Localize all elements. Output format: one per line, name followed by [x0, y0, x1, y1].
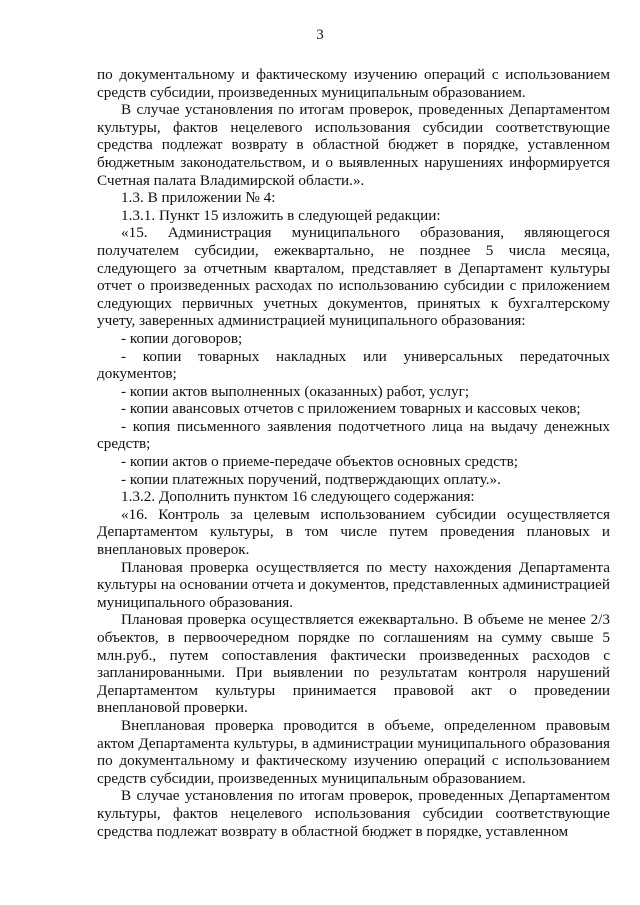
list-item-invoices: - копии товарных накладных или универсальных передаточных документов; [97, 347, 610, 383]
paragraph-planned-check-location: Плановая проверка осуществляется по месту нахождения Департамента культуры на основании отчета и документов, представленных администрацией муниципального образования. [97, 558, 610, 611]
list-item-written-request: - копия письменного заявления подотчетного лица на выдачу денежных средств; [97, 417, 610, 453]
paragraph-section-1-3: 1.3. В приложении № 4: [121, 189, 276, 207]
list-item-advance-reports: - копии авансовых отчетов с приложением товарных и кассовых чеков; [121, 400, 581, 418]
paragraph-planned-check-quarterly: Плановая проверка осуществляется ежеквартально. В объеме не менее 2/3 объектов, в первоочередном порядке по соглашениям на сумму свыше 5 млн.руб., путем сопоставления фактически произведенных расходов с запланированными. При выявлении по результатам контроля нарушений Департаментом культуры принимается правовой акт о проведении внеплановой проверки. [97, 611, 610, 717]
paragraph-continuation: по документальному и фактическому изучению операций с использованием средств субсидии, произведенных муниципальным образованием. [97, 66, 610, 101]
paragraph-section-1-3-1: 1.3.1. Пункт 15 изложить в следующей редакции: [121, 206, 441, 224]
paragraph-refund-clause-repeat: В случае установления по итогам проверок, проведенных Департаментом культуры, фактов нецелевого использования субсидии соответствующие средства подлежат возврату в областной бюджет в порядке, уставленном [97, 787, 610, 840]
list-item-contracts: - копии договоров; [121, 329, 243, 347]
paragraph-refund-clause: В случае установления по итогам проверок, проведенных Департаментом культуры, фактов нецелевого использования субсидии соответствующие средства подлежат возврату в областной бюджет в порядке, уставленном бюджетным законодательством, и о выявленных нарушениях информируется Счетная палата Владимирской области.». [97, 101, 610, 189]
paragraph-unplanned-check: Внеплановая проверка проводится в объеме, определенном правовым актом Департамента культуры, в администрации муниципального образования по документальному и фактическому изучению операций с использованием средств субсидии, произведенных муниципальным образованием. [97, 716, 610, 787]
document-body [97, 66, 610, 840]
paragraph-section-1-3-2: 1.3.2. Дополнить пунктом 16 следующего содержания: [121, 488, 475, 506]
list-item-acts: - копии актов выполненных (оказанных) работ, услуг; [121, 382, 470, 400]
list-item-fixed-assets: - копии актов о приеме-передаче объектов основных средств; [121, 453, 518, 471]
list-item-payment-orders: - копии платежных поручений, подтверждающих оплату.». [121, 470, 501, 488]
paragraph-item-16: «16. Контроль за целевым использованием субсидии осуществляется Департаментом культуры, в том числе путем проведения плановых и внеплановых проверок. [97, 505, 610, 559]
page-number: 3 [316, 27, 324, 43]
paragraph-item-15: «15. Администрация муниципального образования, являющегося получателем субсидии, ежеквартально, не позднее 5 числа месяца, следующего за отчетным кварталом, представляет в Департамент культуры отчет о произведенных расходах по использованию субсидии с приложением следующих первичных учетных документов, принятых к бухгалтерскому учету, заверенных администрацией муниципального образования: [97, 224, 610, 330]
